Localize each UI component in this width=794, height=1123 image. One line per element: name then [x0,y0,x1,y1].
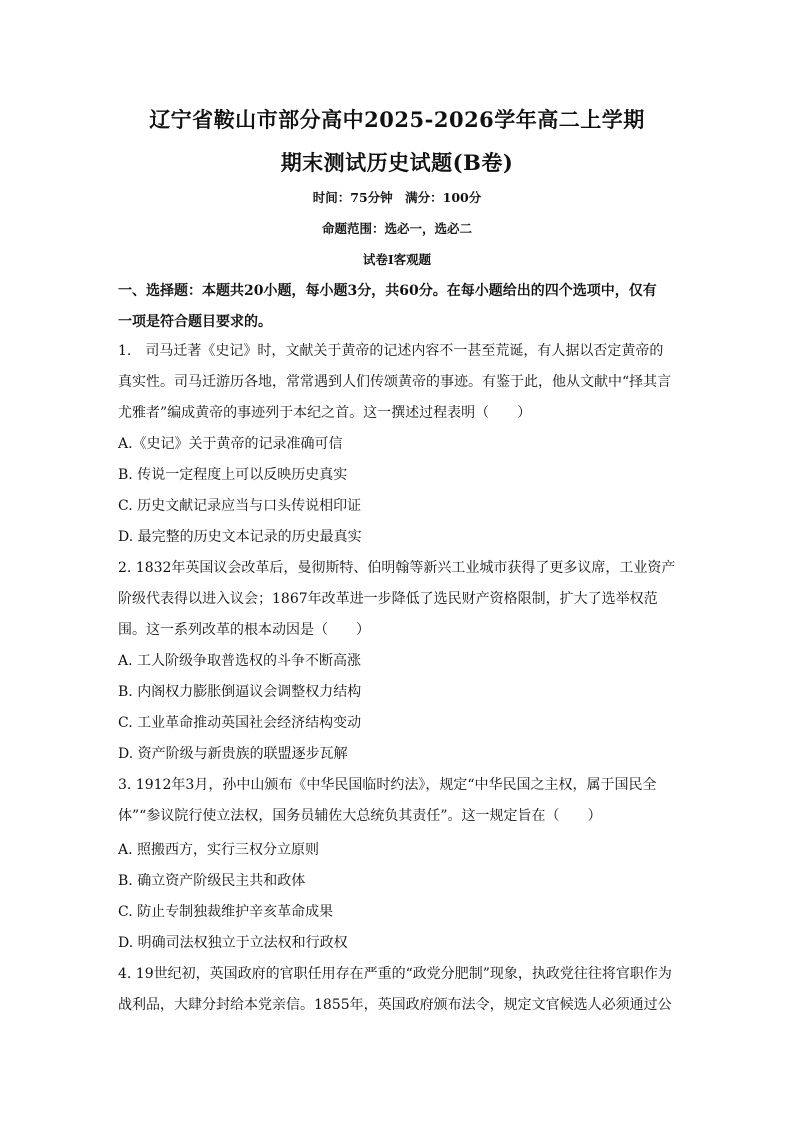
question-2-line2: 阶级代表得以进入议会；1867年改革进一步降低了选民财产资格限制，扩大了选举权范 [118,591,658,607]
question-1-option-d: D. 最完整的历史文本记录的历史最真实 [118,529,362,545]
question-1-option-a: A.《史记》关于黄帝的记录准确可信 [118,436,343,452]
question-1-line2: 真实性。司马迁游历各地，常常遇到人们传颂黄帝的事迹。有鉴于此，他从文献中“择其言 [118,374,672,390]
question-2-option-c: C. 工业革命推动英国社会经济结构变动 [118,715,362,731]
question-4-line1: 4. 19世纪初，英国政府的官职任用存在严重的“政党分肥制”现象，执政党往往将官职作为 [118,966,672,982]
question-1-line3: 尤雅者”编成黄帝的事迹列于本纪之首。这一撰述过程表明（ ） [118,405,532,421]
question-1-option-c: C. 历史文献记录应当与口头传说相印证 [118,498,362,514]
question-2-line3: 围。这一系列改革的根本动因是（ ） [118,622,370,638]
section-heading [118,276,678,338]
question-3-option-d: D. 明确司法权独立于立法权和行政权 [118,935,348,951]
question-2-option-a: A. 工人阶级争取普选权的斗争不断高涨 [118,653,362,669]
exam-title-line2: 期末测试历史试题(B卷) [280,150,514,175]
paper-part-heading: 试卷Ⅰ客观题 [362,252,432,267]
question-2-line1: 2. 1832年英国议会改革后，曼彻斯特、伯明翰等新兴工业城市获得了更多议席，工业资产 [118,560,676,576]
section-heading-line1: 一、选择题：本题共20小题，每小题3分，共60分。在每小题给出的四个选项中，仅有 [118,283,657,299]
question-3-line2: 体”“参议院行使立法权，国务员辅佐大总统负其责任”。这一规定旨在（ ） [118,808,602,824]
question-2-option-b: B. 内阁权力膨胀倒逼议会调整权力结构 [118,684,362,700]
section-heading-line2: 一项是符合题目要求的。 [118,314,272,330]
question-1-option-b: B. 传说一定程度上可以反映历史真实 [118,467,348,483]
question-3-option-b: B. 确立资产阶级民主共和政体 [118,873,306,889]
time-score-info: 时间：75分钟 满分：100分 [312,190,482,205]
question-1-line1: 1. 司马迁著《史记》时，文献关于黄帝的记述内容不一甚至荒诞，有人据以否定黄帝的 [118,343,664,359]
question-3-option-c: C. 防止专制独裁维护辛亥革命成果 [118,904,334,920]
question-4-line2: 战利品，大肆分封给本党亲信。1855年，英国政府颁布法令，规定文官候选人必须通过公 [118,997,672,1013]
exam-title-line1: 辽宁省鞍山市部分高中2025-2026学年高二上学期 [149,107,645,132]
scope-info: 命题范围：选必一，选必二 [321,221,472,236]
question-3-option-a: A. 照搬西方，实行三权分立原则 [118,842,320,858]
question-2-option-d: D. 资产阶级与新贵族的联盟逐步瓦解 [118,746,348,762]
question-3-line1: 3. 1912年3月，孙中山颁布《中华民国临时约法》，规定“中华民国之主权，属于国民全 [118,777,657,793]
